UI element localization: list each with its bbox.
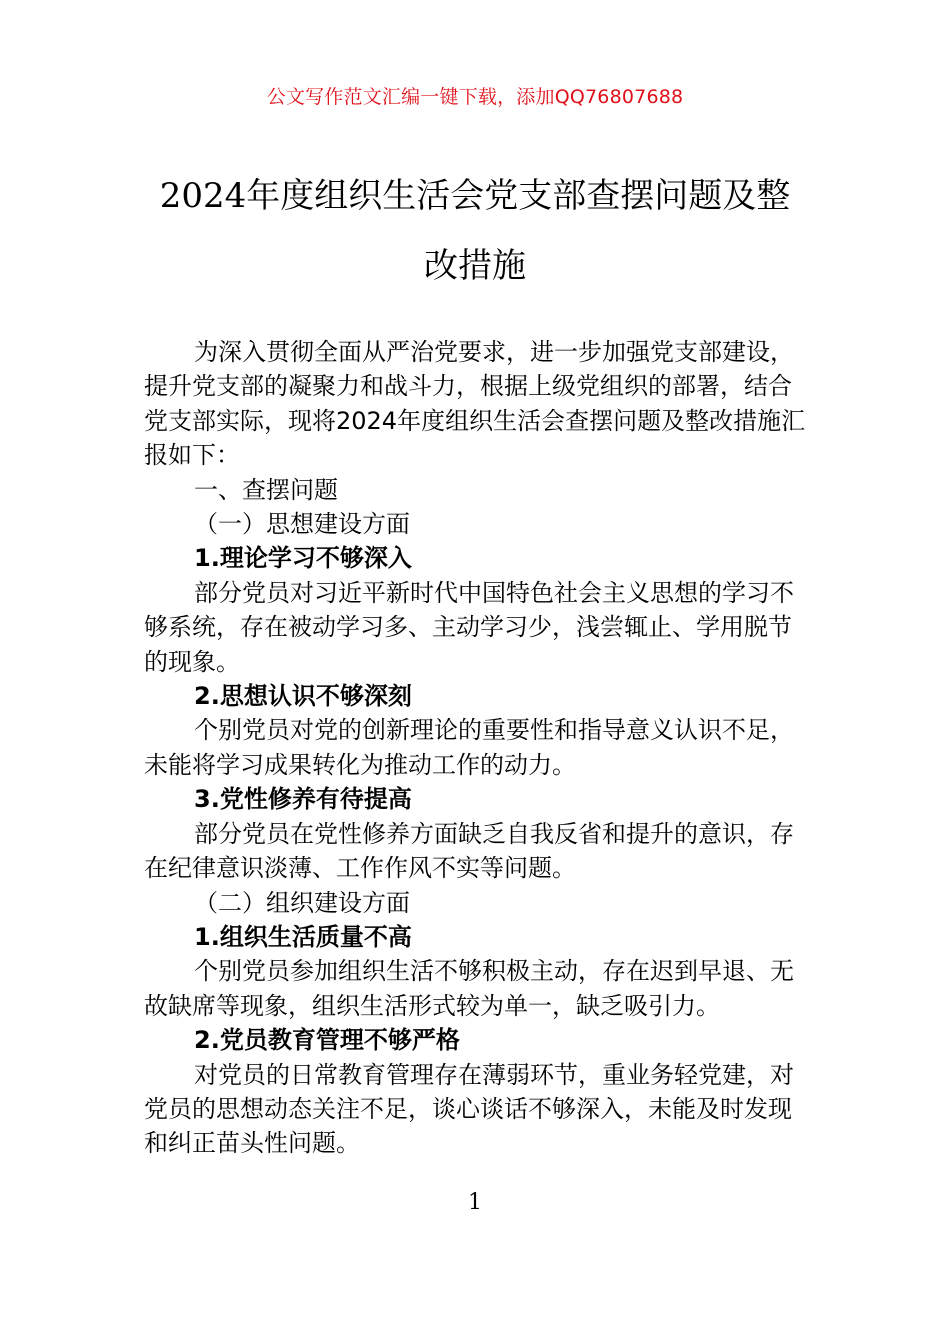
- item-paragraph: 个别党员参加组织生活不够积极主动，存在迟到早退、无故缺席等现象，组织生活形式较为单一，缺乏吸引力。: [144, 957, 794, 1020]
- subsection-heading: （二）组织建设方面: [194, 888, 410, 917]
- item-heading: 1.组织生活质量不高: [194, 922, 412, 951]
- item-heading: 3.党性修养有待提高: [194, 785, 412, 814]
- document-body: [144, 335, 814, 1161]
- item-heading: 2.党员教育管理不够严格: [194, 1026, 460, 1055]
- section-heading: 一、查摆问题: [194, 475, 338, 504]
- header-download-note: 公文写作范文汇编一键下载，添加QQ76807688: [266, 86, 684, 108]
- subsection-heading: （一）思想建设方面: [194, 510, 410, 539]
- page-number: 1: [468, 1190, 482, 1215]
- item-paragraph: 对党员的日常教育管理存在薄弱环节，重业务轻党建，对党员的思想动态关注不足，谈心谈话不够深入，未能及时发现和纠正苗头性问题。: [144, 1060, 794, 1158]
- item-paragraph: 个别党员对党的创新理论的重要性和指导意义认识不足，未能将学习成果转化为推动工作的动力。: [144, 716, 794, 779]
- document-title-line-2: 改措施: [424, 246, 526, 286]
- document-title-line-1: 2024年度组织生活会党支部查摆问题及整: [159, 176, 791, 216]
- item-heading: 2.思想认识不够深刻: [194, 682, 412, 711]
- intro-paragraph: 为深入贯彻全面从严治党要求，进一步加强党支部建设，提升党支部的凝聚力和战斗力，根据上级党组织的部署，结合党支部实际，现将2024年度组织生活会查摆问题及整改措施汇报如下：: [144, 338, 806, 470]
- item-paragraph: 部分党员在党性修养方面缺乏自我反省和提升的意识，存在纪律意识淡薄、工作作风不实等问题。: [144, 819, 794, 883]
- item-paragraph: 部分党员对习近平新时代中国特色社会主义思想的学习不够系统，存在被动学习多、主动学习少，浅尝辄止、学用脱节的现象。: [144, 578, 794, 676]
- item-heading: 1.理论学习不够深入: [194, 544, 412, 573]
